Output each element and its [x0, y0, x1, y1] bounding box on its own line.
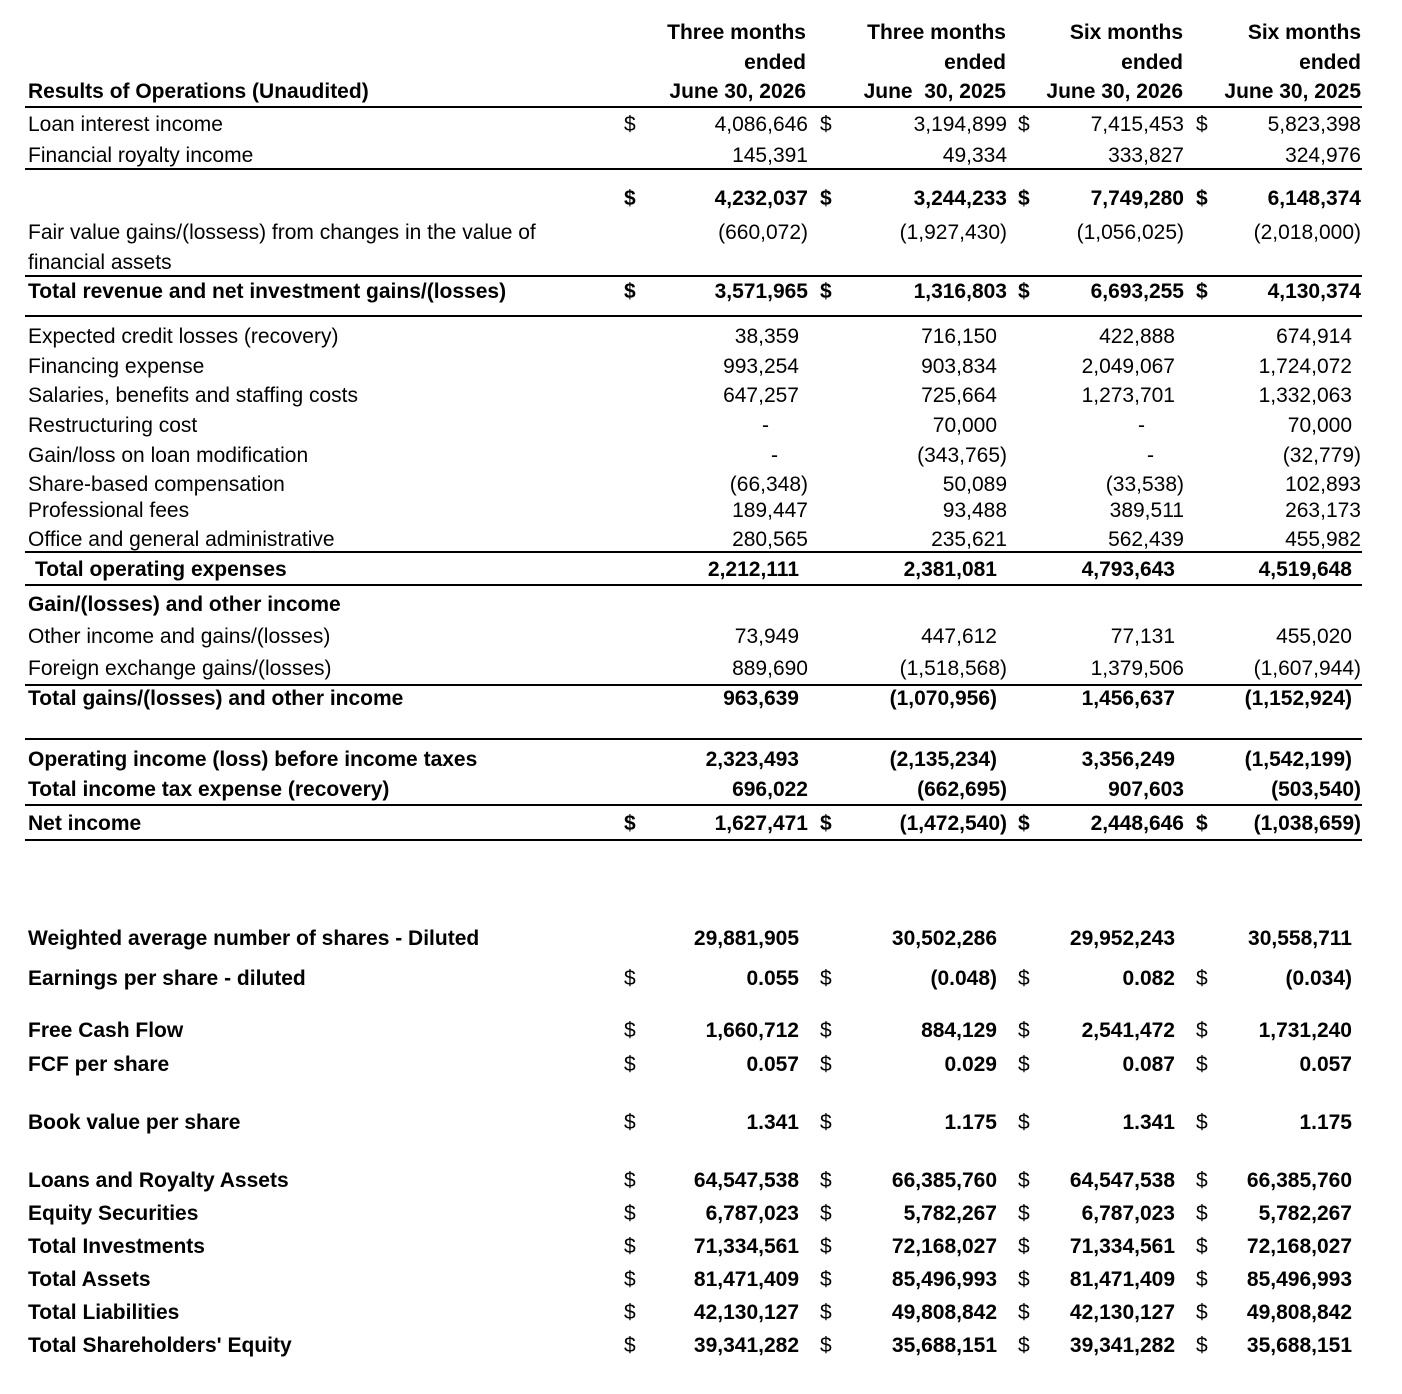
cell-value: 29,881,905 [693, 927, 799, 950]
gains-rule [25, 684, 1362, 686]
column-header-line3: June 30, 2025 [1224, 80, 1361, 103]
currency-symbol: $ [820, 1169, 832, 1192]
cell-value: 66,385,760 [891, 1169, 997, 1192]
currency-symbol: $ [624, 1111, 636, 1134]
table-row [0, 1050, 1402, 1080]
row-label: Financing expense [28, 355, 205, 378]
row-label: Gain/loss on loan modification [28, 444, 309, 467]
row-label: Expected credit losses (recovery) [28, 325, 339, 348]
cell-value: 3,356,249 [1081, 748, 1175, 771]
cell-value: 1,316,803 [913, 280, 1007, 303]
cell-value: 6,693,255 [1090, 280, 1184, 303]
cell-value: (503,540) [1271, 778, 1361, 801]
currency-symbol: $ [1018, 1169, 1030, 1192]
table-row [0, 964, 1402, 994]
currency-symbol: $ [1018, 1334, 1030, 1357]
cell-value: - [1138, 414, 1145, 437]
cell-value: 447,612 [921, 625, 997, 648]
cell-value: (2,018,000) [1253, 221, 1361, 244]
row-label: Total Liabilities [28, 1301, 180, 1324]
currency-symbol: $ [624, 1019, 636, 1042]
row-label: Net income [28, 812, 142, 835]
currency-symbol: $ [820, 1019, 832, 1042]
total-revenue-rule [25, 315, 1362, 317]
cell-value: 39,341,282 [693, 1334, 799, 1357]
cell-value: (662,695) [917, 778, 1007, 801]
currency-symbol: $ [820, 113, 832, 136]
currency-symbol: $ [1196, 1235, 1208, 1258]
cell-value: 0.082 [1122, 967, 1175, 990]
cell-value: (33,538) [1105, 473, 1184, 496]
cell-value: 889,690 [732, 657, 808, 680]
row-label: Loan interest income [28, 113, 223, 136]
table-row [0, 110, 1402, 140]
currency-symbol: $ [820, 1268, 832, 1291]
cell-value: 93,488 [942, 499, 1007, 522]
cell-value: 324,976 [1285, 144, 1361, 167]
table-row [0, 745, 1402, 775]
cell-value: 333,827 [1108, 144, 1184, 167]
cell-value: (1,607,944) [1253, 657, 1361, 680]
cell-value: 696,022 [732, 778, 808, 801]
table-row [0, 441, 1402, 471]
row-label: FCF per share [28, 1053, 170, 1076]
cell-value: 64,547,538 [1069, 1169, 1175, 1192]
currency-symbol: $ [1196, 1301, 1208, 1324]
cell-value: 263,173 [1285, 499, 1361, 522]
operating-rule [25, 738, 1362, 740]
cell-value: 3,571,965 [714, 280, 808, 303]
currency-symbol: $ [820, 1053, 832, 1076]
table-row [0, 1199, 1402, 1229]
cell-value: (66,348) [729, 473, 808, 496]
column-header-2 [1020, 18, 1183, 107]
table-row [0, 411, 1402, 441]
row-label: Weighted average number of shares - Diluted [28, 927, 480, 950]
cell-value: 4,232,037 [714, 187, 808, 210]
table-row [0, 1331, 1402, 1361]
cell-value: 85,496,993 [891, 1268, 997, 1291]
table-row [0, 924, 1402, 954]
currency-symbol: $ [624, 812, 636, 835]
currency-symbol: $ [1196, 1019, 1208, 1042]
row-label: Loans and Royalty Assets [28, 1169, 289, 1192]
cell-value: 422,888 [1099, 325, 1175, 348]
cell-value: 1.175 [1299, 1111, 1352, 1134]
row-label: Share-based compensation [28, 473, 285, 496]
cell-value: 73,949 [734, 625, 799, 648]
row-label: Total Shareholders' Equity [28, 1334, 292, 1357]
row-label: Free Cash Flow [28, 1019, 184, 1042]
cell-value: 903,834 [921, 355, 997, 378]
cell-value: (1,038,659) [1253, 812, 1361, 835]
cell-value: 72,168,027 [891, 1235, 997, 1258]
cell-value: (1,542,199) [1244, 748, 1352, 771]
column-header-line3: June 30, 2026 [669, 80, 806, 103]
cell-value: 35,688,151 [1246, 1334, 1352, 1357]
cell-value: 884,129 [921, 1019, 997, 1042]
currency-symbol: $ [1196, 812, 1208, 835]
cell-value: 50,089 [942, 473, 1007, 496]
cell-value: 35,688,151 [891, 1334, 997, 1357]
statement-title: Results of Operations (Unaudited) [28, 80, 369, 103]
currency-symbol: $ [1018, 1301, 1030, 1324]
cell-value: 64,547,538 [693, 1169, 799, 1192]
cell-value: 674,914 [1276, 325, 1352, 348]
cell-value: 4,086,646 [714, 113, 808, 136]
currency-symbol: $ [1018, 280, 1030, 303]
cell-value: (343,765) [917, 444, 1007, 467]
header-rule [25, 106, 1362, 108]
column-header-line1: Three months [867, 21, 1006, 44]
currency-symbol: $ [624, 1268, 636, 1291]
cell-value: 1,660,712 [705, 1019, 799, 1042]
row-label: Equity Securities [28, 1202, 199, 1225]
cell-value: 1,332,063 [1258, 384, 1352, 407]
cell-value: 1.341 [1122, 1111, 1175, 1134]
currency-symbol: $ [1018, 1235, 1030, 1258]
cell-value: 189,447 [732, 499, 808, 522]
cell-value: 5,782,267 [1258, 1202, 1352, 1225]
row-label: Financial royalty income [28, 144, 254, 167]
cell-value: (1,070,956) [889, 687, 997, 710]
cell-value: - [1147, 444, 1154, 467]
currency-symbol: $ [1196, 113, 1208, 136]
cell-value: 66,385,760 [1246, 1169, 1352, 1192]
tax-rule [25, 804, 1362, 806]
row-label: Restructuring cost [28, 414, 198, 437]
cell-value: 1,379,506 [1090, 657, 1184, 680]
row-label: Foreign exchange gains/(losses) [28, 657, 332, 680]
cell-value: 70,000 [932, 414, 997, 437]
table-row [0, 381, 1402, 411]
cell-value: (660,072) [718, 221, 808, 244]
cell-value: 0.029 [944, 1053, 997, 1076]
cell-value: 2,049,067 [1081, 355, 1175, 378]
cell-value: 3,244,233 [913, 187, 1007, 210]
currency-symbol: $ [624, 1169, 636, 1192]
cell-value: 455,020 [1276, 625, 1352, 648]
currency-symbol: $ [1196, 1111, 1208, 1134]
table-row [0, 1298, 1402, 1328]
table-row [0, 352, 1402, 382]
column-header-line1: Six months [1069, 21, 1183, 44]
currency-symbol: $ [1196, 1268, 1208, 1291]
cell-value: (1,056,025) [1076, 221, 1184, 244]
cell-value: 0.057 [746, 1053, 799, 1076]
cell-value: 30,558,711 [1248, 927, 1352, 950]
currency-symbol: $ [624, 1202, 636, 1225]
cell-value: 49,334 [942, 144, 1007, 167]
table-row [0, 684, 1402, 714]
cell-value: 389,511 [1109, 499, 1184, 522]
currency-symbol: $ [1196, 967, 1208, 990]
cell-value: 907,603 [1108, 778, 1184, 801]
currency-symbol: $ [820, 280, 832, 303]
cell-value: 7,415,453 [1090, 113, 1184, 136]
column-header-line2: ended [744, 50, 806, 74]
currency-symbol: $ [1018, 967, 1030, 990]
cell-value: 725,664 [921, 384, 997, 407]
cell-value: 4,793,643 [1081, 558, 1175, 581]
currency-symbol: $ [820, 967, 832, 990]
opex-rule [25, 551, 1362, 553]
opex-total-rule [25, 584, 1362, 586]
row-label: Total revenue and net investment gains/(losses) [28, 280, 507, 303]
cell-value: 39,341,282 [1069, 1334, 1175, 1357]
table-row [0, 555, 1402, 585]
cell-value: 42,130,127 [1069, 1301, 1175, 1324]
cell-value: 1.341 [746, 1111, 799, 1134]
column-header-line3: June 30, 2025 [863, 80, 1006, 103]
currency-symbol: $ [820, 187, 832, 210]
cell-value: 6,148,374 [1267, 187, 1361, 210]
currency-symbol: $ [1196, 1053, 1208, 1076]
currency-symbol: $ [1018, 187, 1030, 210]
table-row [0, 277, 1402, 307]
cell-value: 1,273,701 [1081, 384, 1175, 407]
cell-value: 1.175 [944, 1111, 997, 1134]
currency-symbol: $ [1018, 1019, 1030, 1042]
cell-value: 6,787,023 [705, 1202, 799, 1225]
fair-value-rule [25, 275, 1362, 277]
column-header-3 [1196, 18, 1361, 107]
cell-value: 49,808,842 [1246, 1301, 1352, 1324]
cell-value: 7,749,280 [1090, 187, 1184, 210]
cell-value: (1,518,568) [899, 657, 1007, 680]
currency-symbol: $ [1018, 113, 1030, 136]
column-header-line2: ended [944, 50, 1006, 74]
table-row [0, 141, 1402, 171]
net-income-rule [25, 839, 1362, 841]
currency-symbol: $ [1196, 1169, 1208, 1192]
currency-symbol: $ [1018, 1202, 1030, 1225]
cell-value: 30,502,286 [891, 927, 997, 950]
column-header-line1: Six months [1247, 21, 1361, 44]
table-row [0, 590, 1402, 620]
cell-value: (1,152,924) [1244, 687, 1352, 710]
currency-symbol: $ [624, 967, 636, 990]
cell-value: 2,448,646 [1090, 812, 1184, 835]
currency-symbol: $ [624, 1235, 636, 1258]
cell-value: 1,456,637 [1081, 687, 1175, 710]
cell-value: 29,952,243 [1069, 927, 1175, 950]
table-row [0, 654, 1402, 684]
cell-value: 42,130,127 [693, 1301, 799, 1324]
column-header-line3: June 30, 2026 [1046, 80, 1183, 103]
cell-value: (0.048) [930, 967, 997, 990]
row-label: Total income tax expense (recovery) [28, 778, 390, 801]
currency-symbol: $ [624, 187, 636, 210]
row-label: Other income and gains/(losses) [28, 625, 331, 648]
cell-value: (32,779) [1282, 444, 1361, 467]
cell-value: 4,130,374 [1267, 280, 1361, 303]
column-header-line2: ended [1299, 50, 1361, 74]
cell-value: 85,496,993 [1246, 1268, 1352, 1291]
cell-value: - [771, 444, 778, 467]
row-label: Total operating expenses [35, 558, 287, 581]
row-label: Earnings per share - diluted [28, 967, 306, 990]
column-header-line1: Three months [667, 21, 806, 44]
cell-value: 145,391 [732, 144, 808, 167]
currency-symbol: $ [624, 113, 636, 136]
cell-value: 5,823,398 [1267, 113, 1361, 136]
currency-symbol: $ [1018, 1053, 1030, 1076]
cell-value: (1,472,540) [899, 812, 1007, 835]
currency-symbol: $ [1018, 1268, 1030, 1291]
cell-value: 5,782,267 [903, 1202, 997, 1225]
cell-value: 235,621 [931, 528, 1007, 551]
table-row [0, 184, 1402, 214]
currency-symbol: $ [820, 1235, 832, 1258]
row-label: Total gains/(losses) and other income [28, 687, 404, 710]
cell-value: 81,471,409 [1069, 1268, 1175, 1291]
currency-symbol: $ [1196, 280, 1208, 303]
cell-value: 102,893 [1285, 473, 1361, 496]
cell-value: (1,927,430) [899, 221, 1007, 244]
cell-value: 2,381,081 [903, 558, 997, 581]
cell-value: 963,639 [723, 687, 799, 710]
column-header-1 [820, 18, 1006, 107]
currency-symbol: $ [624, 1334, 636, 1357]
table-row [0, 1108, 1402, 1138]
currency-symbol: $ [820, 1202, 832, 1225]
cell-value: 77,131 [1110, 625, 1175, 648]
cell-value: 1,724,072 [1258, 355, 1352, 378]
cell-value: 455,982 [1285, 528, 1361, 551]
row-label: Total Assets [28, 1268, 151, 1291]
cell-value: 72,168,027 [1246, 1235, 1352, 1258]
cell-value: 38,359 [734, 325, 799, 348]
cell-value: 2,541,472 [1081, 1019, 1175, 1042]
row-label: Operating income (loss) before income taxes [28, 748, 478, 771]
currency-symbol: $ [1018, 812, 1030, 835]
cell-value: 993,254 [723, 355, 799, 378]
row-label: Total Investments [28, 1235, 205, 1258]
currency-symbol: $ [624, 280, 636, 303]
currency-symbol: $ [1018, 1111, 1030, 1134]
table-row [0, 1265, 1402, 1295]
cell-value: 0.087 [1122, 1053, 1175, 1076]
currency-symbol: $ [820, 812, 832, 835]
column-header-line2: ended [1121, 50, 1183, 74]
cell-value: (0.034) [1285, 967, 1352, 990]
cell-value: 1,627,471 [714, 812, 808, 835]
cell-value: - [762, 414, 769, 437]
currency-symbol: $ [624, 1053, 636, 1076]
row-label: Office and general administrative [28, 528, 335, 551]
cell-value: 716,150 [921, 325, 997, 348]
table-row [0, 496, 1402, 526]
cell-value: 4,519,648 [1258, 558, 1352, 581]
currency-symbol: $ [1196, 187, 1208, 210]
currency-symbol: $ [820, 1111, 832, 1134]
table-row [0, 775, 1402, 805]
table-row [0, 1016, 1402, 1046]
cell-value: 70,000 [1287, 414, 1352, 437]
row-label: Salaries, benefits and staffing costs [28, 384, 358, 407]
cell-value: 71,334,561 [1069, 1235, 1175, 1258]
cell-value: 49,808,842 [891, 1301, 997, 1324]
table-row [0, 1166, 1402, 1196]
currency-symbol: $ [1196, 1334, 1208, 1357]
currency-symbol: $ [1196, 1202, 1208, 1225]
cell-value: 280,565 [732, 528, 808, 551]
cell-value: 6,787,023 [1081, 1202, 1175, 1225]
table-row [0, 322, 1402, 352]
cell-value: 81,471,409 [693, 1268, 799, 1291]
cell-value: 1,731,240 [1258, 1019, 1352, 1042]
row-label: Fair value gains/(lossess) from changes in the value of financial assets [28, 221, 536, 274]
cell-value: 71,334,561 [693, 1235, 799, 1258]
cell-value: 647,257 [723, 384, 799, 407]
table-row [0, 1232, 1402, 1262]
cell-value: 3,194,899 [913, 113, 1007, 136]
currency-symbol: $ [624, 1301, 636, 1324]
table-row [0, 809, 1402, 839]
row-label: Professional fees [28, 499, 190, 522]
cell-value: 2,323,493 [705, 748, 799, 771]
cell-value: (2,135,234) [889, 748, 997, 771]
cell-value: 562,439 [1108, 528, 1184, 551]
table-row [0, 218, 1402, 274]
currency-symbol: $ [820, 1334, 832, 1357]
subtotal-rule [25, 168, 1362, 170]
row-label: Book value per share [28, 1111, 241, 1134]
cell-value: 0.057 [1299, 1053, 1352, 1076]
row-label: Gain/(losses) and other income [28, 593, 341, 616]
column-header-0 [600, 18, 806, 107]
cell-value: 2,212,111 [707, 558, 799, 581]
table-row [0, 622, 1402, 652]
currency-symbol: $ [820, 1301, 832, 1324]
cell-value: 0.055 [746, 967, 799, 990]
